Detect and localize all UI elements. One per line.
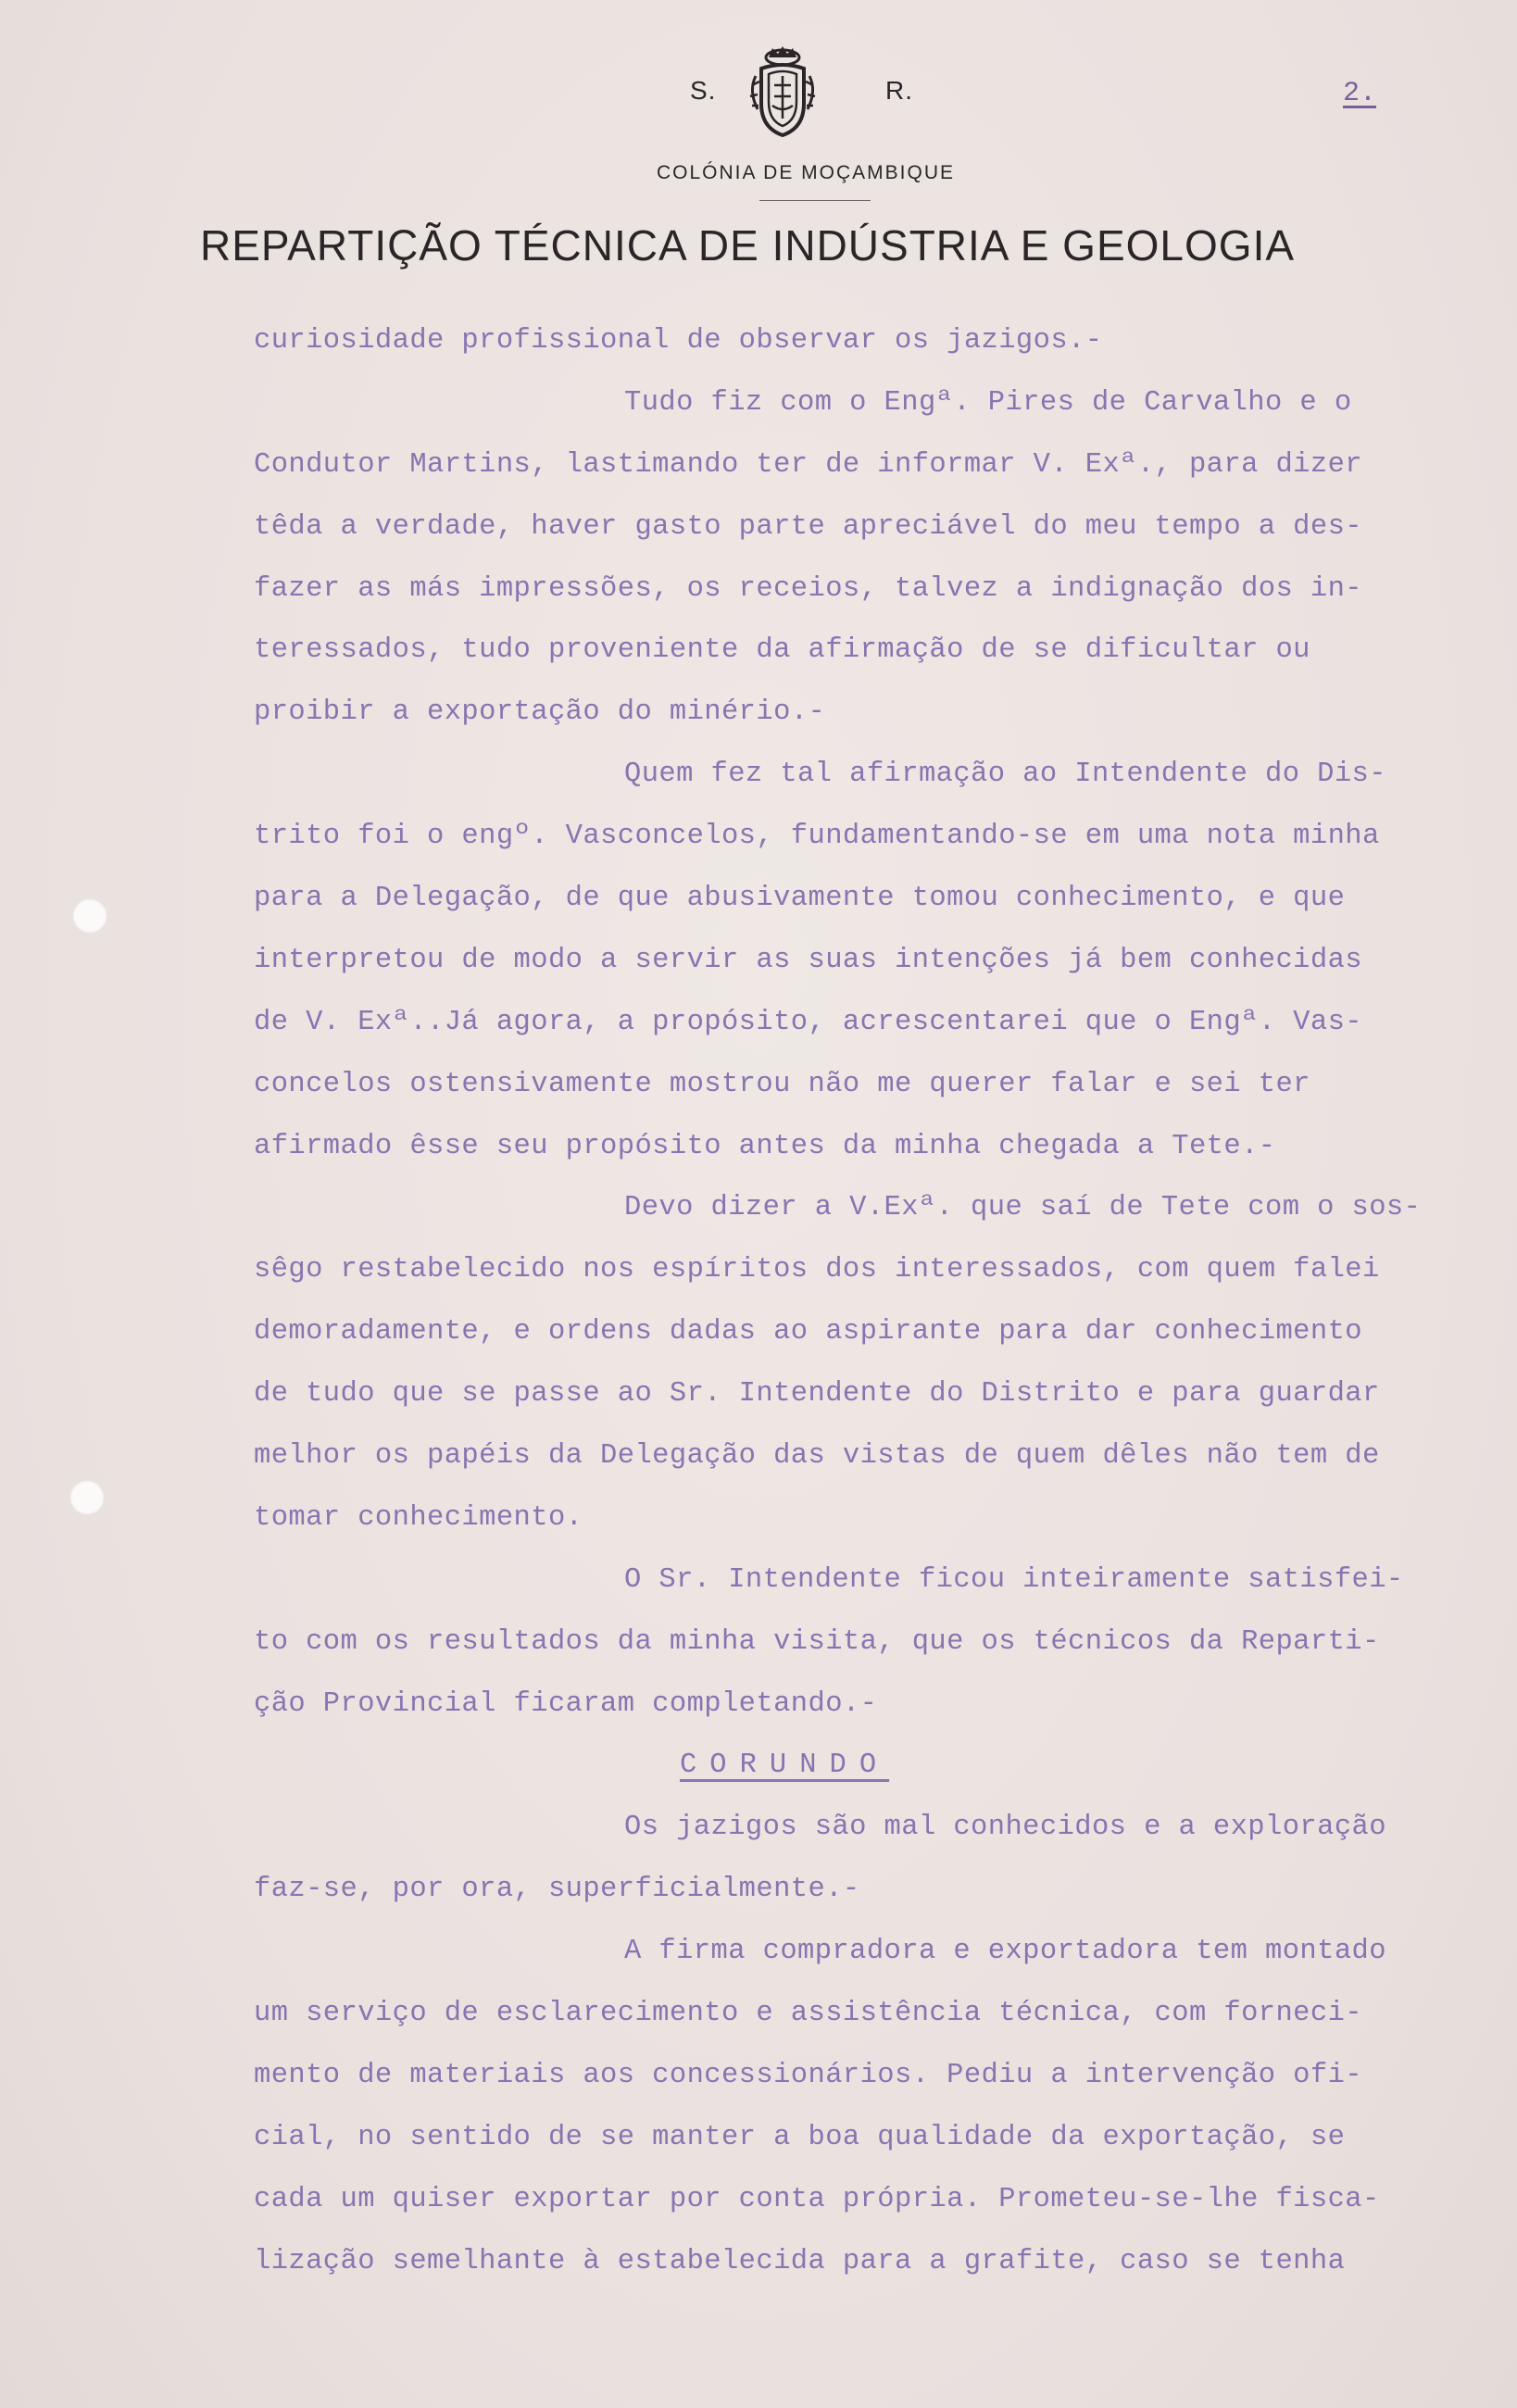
letterhead-initial-right: R. xyxy=(885,76,913,105)
page-number: 2. xyxy=(1343,78,1377,109)
text-line: afirmado êsse seu propósito antes da minha chegada a Tete.- xyxy=(254,1130,1276,1162)
letterhead-initial-left: S. xyxy=(690,76,717,105)
text-line: proibir a exportação do minério.- xyxy=(254,696,826,729)
text-line: demoradamente, e ordens dadas ao aspirante para dar conhecimento xyxy=(254,1316,1362,1348)
text-line: sêgo restabelecido nos espíritos dos interessados, com quem falei xyxy=(254,1254,1380,1286)
text-line: interpretou de modo a servir as suas intenções já bem conhecidas xyxy=(254,944,1362,976)
text-line: faz-se, por ora, superficialmente.- xyxy=(254,1874,860,1906)
text-line: Devo dizer a V.Exª. que saí de Tete com o sos- xyxy=(624,1192,1422,1224)
text-line: Tudo fiz com o Engª. Pires de Carvalho e o xyxy=(624,386,1352,419)
text-line: A firma compradora e exportadora tem montado xyxy=(624,1936,1386,1968)
text-line: teressados, tudo proveniente da afirmação de se dificultar ou xyxy=(254,634,1310,667)
text-line: O Sr. Intendente ficou inteiramente satisfei- xyxy=(624,1563,1404,1596)
text-line: tomar conhecimento. xyxy=(254,1501,583,1534)
department-title: REPARTIÇÃO TÉCNICA DE INDÚSTRIA E GEOLOGIA xyxy=(200,221,1296,270)
coat-of-arms-emblem xyxy=(746,44,819,141)
text-line: lização semelhante à estabelecida para a grafite, caso se tenha xyxy=(254,2245,1346,2277)
text-line: de tudo que se passe ao Sr. Intendente do Distrito e para guardar xyxy=(254,1378,1380,1411)
text-line: Condutor Martins, lastimando ter de informar V. Exª., para dizer xyxy=(254,448,1362,481)
text-line: têda a verdade, haver gasto parte apreciável do meu tempo a des- xyxy=(254,510,1362,543)
section-heading xyxy=(254,1749,1486,1811)
punch-hole-bottom xyxy=(69,1480,105,1515)
text-line: um serviço de esclarecimento e assistência técnica, com forneci- xyxy=(254,1998,1362,2030)
text-line: trito foi o engº. Vasconcelos, fundamentando-se em uma nota minha xyxy=(254,821,1380,853)
text-line: to com os resultados da minha visita, que os técnicos da Reparti- xyxy=(254,1625,1380,1658)
text-line: curiosidade profissional de observar os jazigos.- xyxy=(254,325,1103,357)
text-line: de V. Exª..Já agora, a propósito, acrescentarei que o Engª. Vas- xyxy=(254,1006,1362,1038)
section-heading-text: CORUNDO xyxy=(680,1750,890,1782)
text-line: mento de materiais aos concessionários. Pediu a intervenção ofi- xyxy=(254,2059,1362,2091)
colony-name: COLÓNIA DE MOÇAMBIQUE xyxy=(656,162,956,183)
text-line: cada um quiser exportar por conta própria. Prometeu-se-lhe fisca- xyxy=(254,2183,1380,2215)
text-line: cial, no sentido de se manter a boa qualidade da exportação, se xyxy=(254,2121,1346,2153)
text-line: para a Delegação, de que abusivamente tomou conhecimento, e que xyxy=(254,883,1346,915)
text-line: melhor os papéis da Delegação das vistas de quem dêles não tem de xyxy=(254,1440,1380,1473)
punch-hole-top xyxy=(72,898,107,934)
text-line: concelos ostensivamente mostrou não me querer falar e sei ter xyxy=(254,1068,1310,1100)
text-line: fazer as más impressões, os receios, talvez a indignação dos in- xyxy=(254,572,1362,605)
typed-letter-body xyxy=(254,324,1486,2307)
text-line: Quem fez tal afirmação ao Intendente do Dis- xyxy=(624,759,1386,791)
header-divider xyxy=(759,200,871,201)
text-line: ção Provincial ficaram completando.- xyxy=(254,1687,878,1720)
text-line: Os jazigos são mal conhecidos e a exploração xyxy=(624,1812,1386,1844)
